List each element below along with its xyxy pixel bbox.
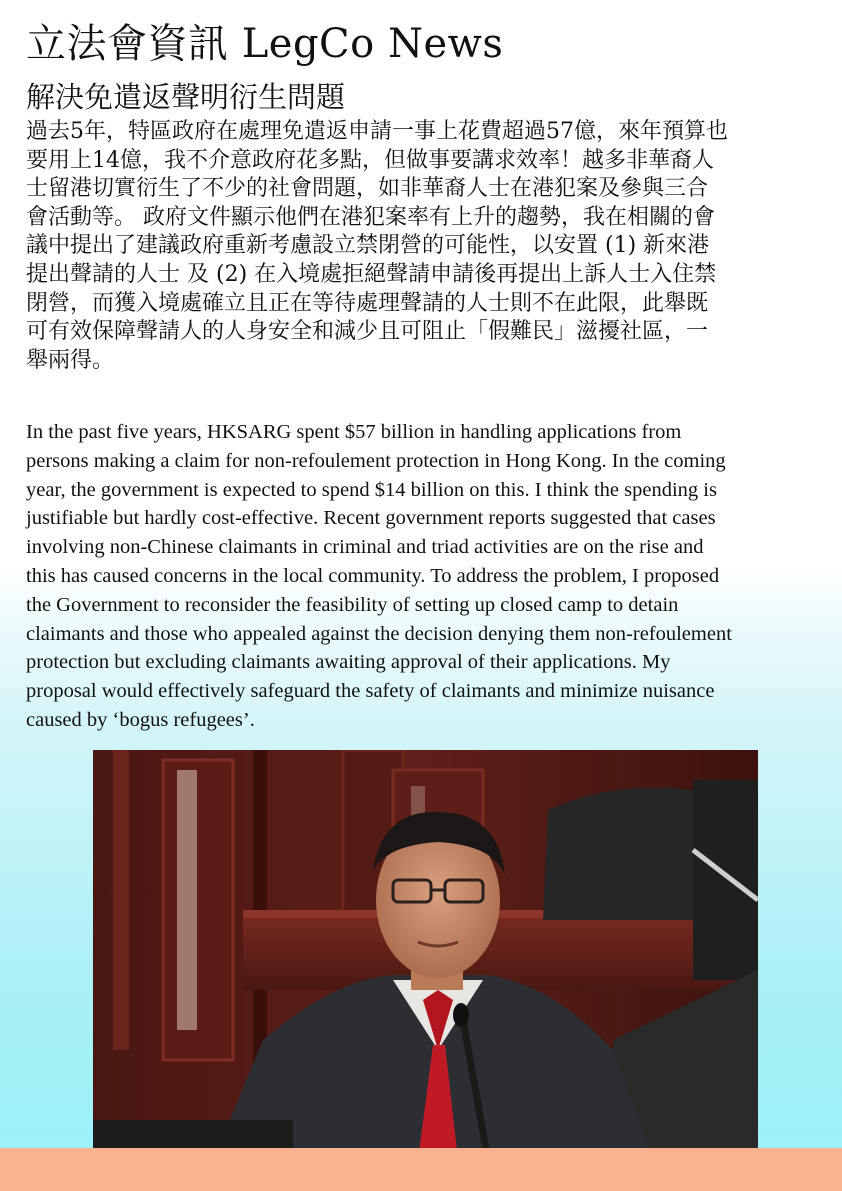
english-paragraph-line: persons making a claim for non-refoulement protection in Hong Kong. In the coming xyxy=(26,449,726,472)
english-paragraph xyxy=(26,418,826,735)
english-paragraph-line: justifiable but hardly cost-effective. Recent government reports suggested that cases xyxy=(26,507,716,530)
legislator-photo xyxy=(93,750,758,1160)
english-paragraph-line: caused by ‘bogus refugees’. xyxy=(26,708,255,731)
chinese-paragraph-line: 會活動等。 政府文件顯示他們在港犯案率有上升的趨勢，我在相關的會 xyxy=(26,204,715,230)
chinese-paragraph-line: 閉營，而獲入境處確立且正在等待處理聲請的人士則不在此限，此舉既 xyxy=(26,290,709,316)
english-paragraph-line: involving non-Chinese claimants in criminal and triad activities are on the rise and xyxy=(26,536,704,559)
footer-band xyxy=(0,1148,842,1191)
chinese-paragraph xyxy=(26,118,818,375)
page-title: 立法會資訊 LegCo News xyxy=(26,21,504,67)
english-paragraph-line: protection but excluding claimants awaiting approval of their applications. My xyxy=(26,651,671,674)
chinese-paragraph-line: 過去5年，特區政府在處理免遣返申請一事上花費超過57億，來年預算也 xyxy=(26,119,728,144)
chinese-paragraph-line: 要用上14億，我不介意政府花多點，但做事要講求效率！越多非華裔人 xyxy=(26,147,714,173)
english-paragraph-line: year, the government is expected to spend $14 billion on this. I think the spending is xyxy=(26,478,717,501)
article-headline: 解決免遣返聲明衍生問題 xyxy=(26,80,346,114)
chinese-paragraph-line: 士留港切實衍生了不少的社會問題，如非華裔人士在港犯案及參與三合 xyxy=(26,176,709,202)
english-paragraph-line: the Government to reconsider the feasibility of setting up closed camp to detain xyxy=(26,593,679,616)
chinese-paragraph-line: 提出聲請的人士 及 (2) 在入境處拒絕聲請申請後再提出上訴人士入住禁 xyxy=(26,261,717,287)
chinese-paragraph-line: 可有效保障聲請人的人身安全和減少且可阻止「假難民」滋擾社區，一 xyxy=(26,319,709,345)
english-paragraph-line: claimants and those who appealed against the decision denying them non-refoulement xyxy=(26,622,732,645)
english-paragraph-line: In the past five years, HKSARG spent $57 billion in handling applications from xyxy=(26,421,682,443)
english-paragraph-line: proposal would effectively safeguard the safety of claimants and minimize nuisance xyxy=(26,680,715,703)
chinese-paragraph-line: 議中提出了建議政府重新考慮設立禁閉營的可能性，以安置 (1) 新來港 xyxy=(26,233,710,259)
chinese-paragraph-line: 舉兩得。 xyxy=(26,347,115,373)
english-paragraph-line: this has caused concerns in the local community. To address the problem, I proposed xyxy=(26,564,720,587)
